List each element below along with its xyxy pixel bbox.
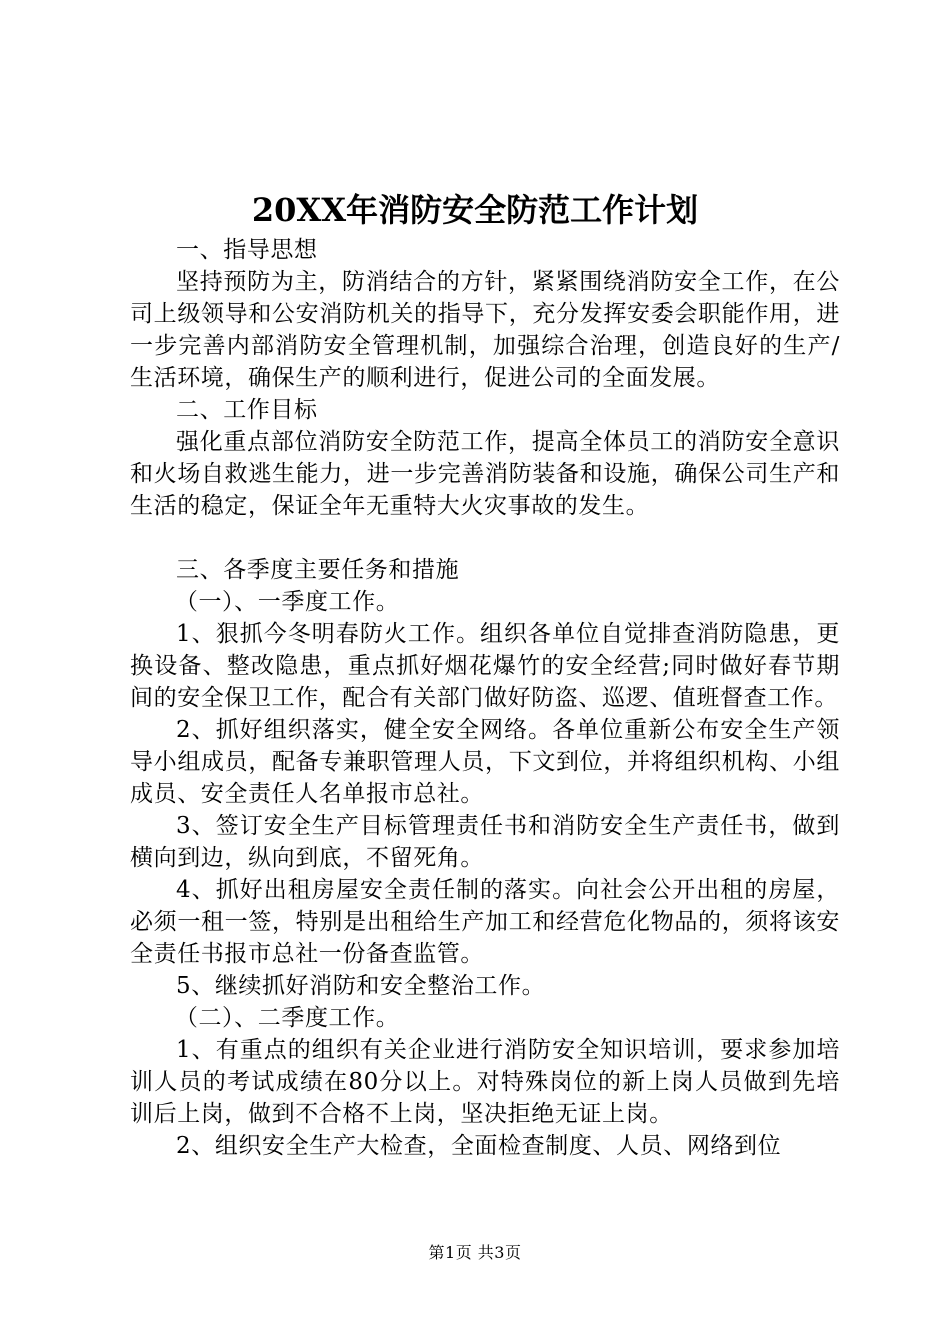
paragraph-work-goals: 强化重点部位消防安全防范工作，提高全体员工的消防安全意识和火场自救逃生能力，进一步完善消防装备和设施，确保公司生产和生活的稳定，保证全年无重特大火灾事故的发生。	[130, 429, 840, 519]
list-item-q1-3: 3、签订安全生产目标管理责任书和消防安全生产责任书，做到横向到边，纵向到底，不留死角。	[130, 813, 840, 871]
page-number-footer: 第1页 共3页	[428, 1243, 522, 1262]
document-body	[130, 234, 840, 1162]
list-item-q1-4: 4、抓好出租房屋安全责任制的落实。向社会公开出租的房屋，必须一租一签，特别是出租给生产加工和经营危化物品的，须将该安全责任书报市总社一份备查监管。	[130, 877, 840, 967]
section-heading-quarterly-tasks: 三、各季度主要任务和措施	[176, 557, 460, 583]
section-heading-work-goals: 二、工作目标	[176, 397, 318, 423]
list-item-q2-2: 2、组织安全生产大检查，全面检查制度、人员、网络到位	[176, 1133, 782, 1159]
subheading-q2: （二）、二季度工作。	[174, 1005, 400, 1031]
paragraph-guiding-thought: 坚持预防为主，防消结合的方针，紧紧围绕消防安全工作，在公司上级领导和公安消防机关的指导下，充分发挥安委会职能作用，进一步完善内部消防安全管理机制，加强综合治理，创造良好的生产/生活环境，确保生产的顺利进行，促进公司的全面发展。	[130, 269, 840, 391]
document-title: 20XX年消防安全防范工作计划	[251, 191, 699, 229]
list-item-q1-2: 2、抓好组织落实，健全安全网络。各单位重新公布安全生产领导小组成员，配备专兼职管理人员，下文到位，并将组织机构、小组成员、安全责任人名单报市总社。	[130, 717, 840, 807]
section-heading-guiding-thought: 一、指导思想	[176, 237, 318, 263]
list-item-q2-1: 1、有重点的组织有关企业进行消防安全知识培训，要求参加培训人员的考试成绩在80分以上。对特殊岗位的新上岗人员做到先培训后上岗，做到不合格不上岗，坚决拒绝无证上岗。	[130, 1037, 840, 1127]
blank-line	[130, 522, 840, 554]
list-item-q1-5: 5、继续抓好消防和安全整治工作。	[176, 973, 546, 999]
list-item-q1-1: 1、狠抓今冬明春防火工作。组织各单位自觉排查消防隐患，更换设备、整改隐患，重点抓好烟花爆竹的安全经营;同时做好春节期间的安全保卫工作，配合有关部门做好防盗、巡逻、值班督查工作。	[130, 621, 840, 711]
subheading-q1: （一）、一季度工作。	[174, 589, 400, 615]
